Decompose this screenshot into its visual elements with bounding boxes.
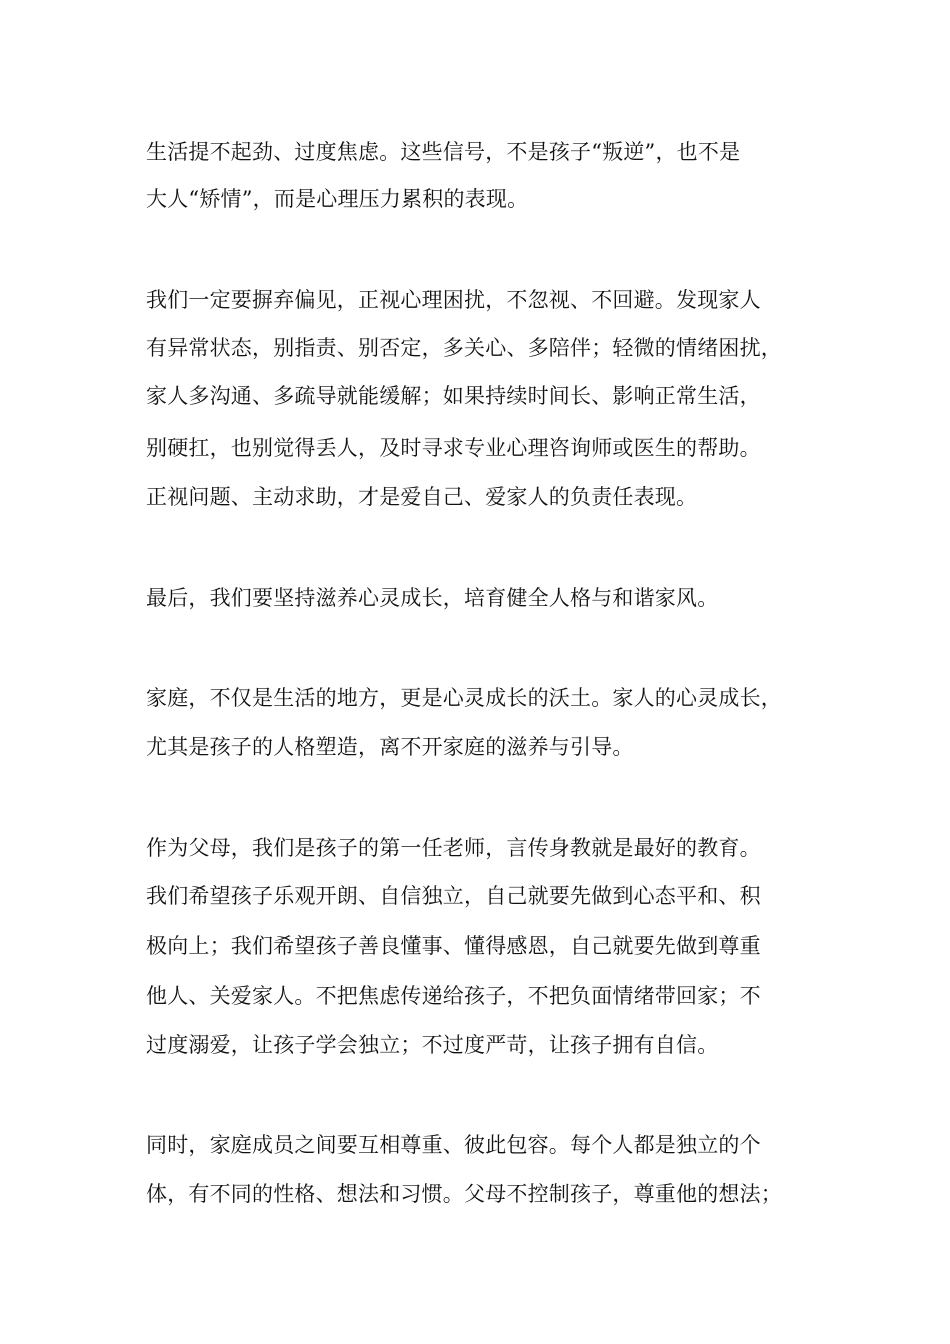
paragraph-5-line-4: 他人、关爱家人。不把焦虑传递给孩子，不把负面情绪带回家；不 xyxy=(146,984,761,1008)
paragraph-6-line-1: 同时，家庭成员之间要互相尊重、彼此包容。每个人都是独立的个 xyxy=(146,1133,761,1157)
paragraph-2-line-2: 有异常状态，别指责、别否定，多关心、多陪伴；轻微的情绪困扰， xyxy=(146,336,782,360)
paragraph-3-line-1: 最后，我们要坚持滋养心灵成长，培育健全人格与和谐家风。 xyxy=(146,586,719,610)
paragraph-2-line-3: 家人多沟通、多疏导就能缓解；如果持续时间长、影响正常生活， xyxy=(146,384,761,408)
paragraph-2-line-4: 别硬扛，也别觉得丢人，及时寻求专业心理咨询师或医生的帮助。 xyxy=(146,436,761,460)
paragraph-5-line-3: 极向上；我们希望孩子善良懂事、懂得感恩，自己就要先做到尊重 xyxy=(146,934,761,958)
paragraph-5-line-2: 我们希望孩子乐观开朗、自信独立，自己就要先做到心态平和、积 xyxy=(146,884,761,908)
paragraph-5-line-5: 过度溺爱，让孩子学会独立；不过度严苛，让孩子拥有自信。 xyxy=(146,1033,719,1057)
paragraph-1-line-2: 大人“矫情”，而是心理压力累积的表现。 xyxy=(146,187,529,211)
paragraph-4-line-1: 家庭，不仅是生活的地方，更是心灵成长的沃土。家人的心灵成长， xyxy=(146,686,782,710)
paragraph-2-line-5: 正视问题、主动求助，才是爱自己、爱家人的负责任表现。 xyxy=(146,485,698,509)
paragraph-6-line-2: 体，有不同的性格、想法和习惯。父母不控制孩子，尊重他的想法； xyxy=(146,1182,782,1206)
paragraph-2-line-1: 我们一定要摒弃偏见，正视心理困扰，不忽视、不回避。发现家人 xyxy=(146,288,761,312)
paragraph-5-line-1: 作为父母，我们是孩子的第一任老师，言传身教就是最好的教育。 xyxy=(146,836,761,860)
paragraph-1-line-1: 生活提不起劲、过度焦虑。这些信号，不是孩子“叛逆”，也不是 xyxy=(146,140,741,164)
paragraph-4-line-2: 尤其是孩子的人格塑造，离不开家庭的滋养与引导。 xyxy=(146,735,634,759)
